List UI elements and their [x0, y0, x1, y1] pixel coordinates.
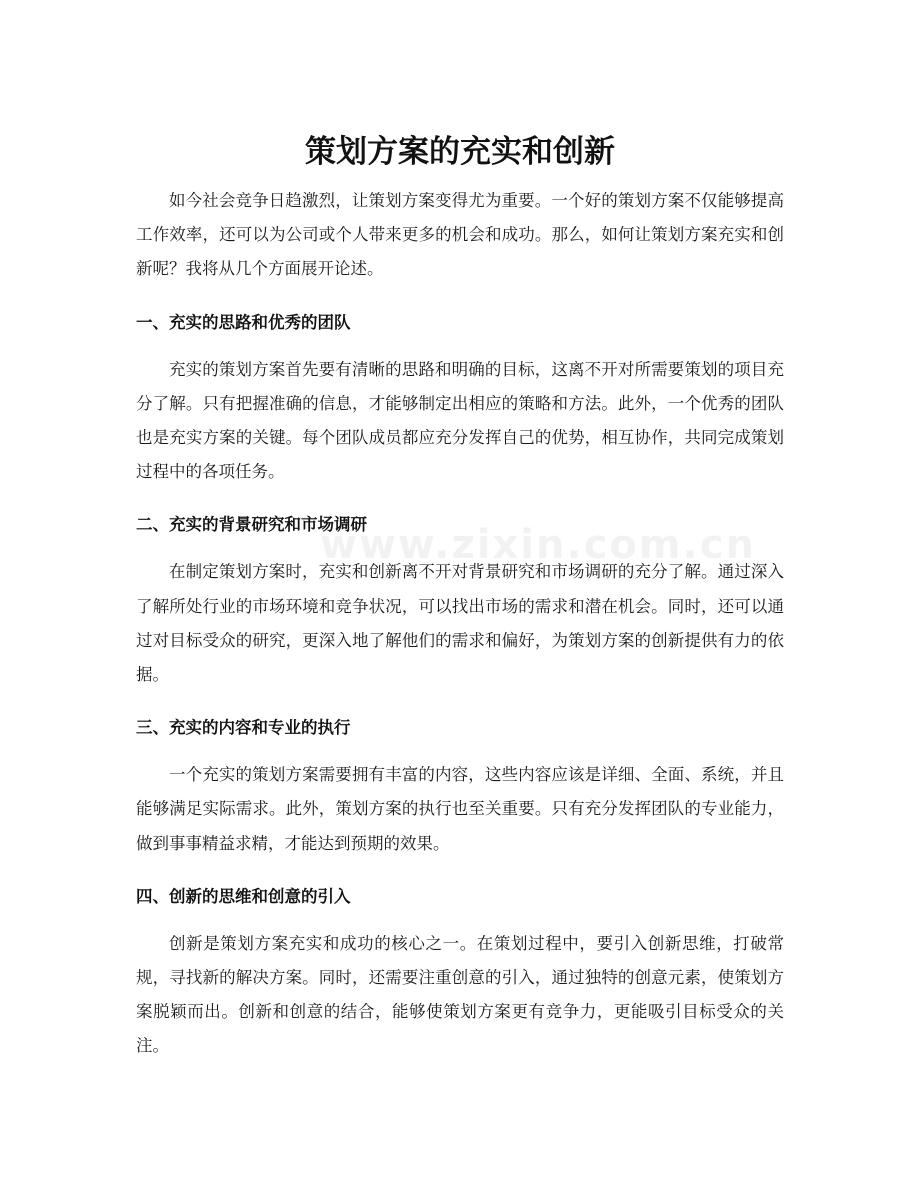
section-paragraph-1: 充实的策划方案首先要有清晰的思路和明确的目标，这离不开对所需要策划的项目充分了解。只有把握准确的信息，才能够制定出相应的策略和方法。此外，一个优秀的团队也是充实方案的关键。每个团队成员都应充分发挥自己的优势，相互协作，共同完成策划过程中的各项任务。 [136, 359, 784, 482]
section-paragraph-4: 创新是策划方案充实和成功的核心之一。在策划过程中，要引入创新思维，打破常规，寻找新的解决方案。同时，还需要注重创意的引入，通过独特的创意元素，使策划方案脱颖而出。创新和创意的结合，能够使策划方案更有竞争力，更能吸引目标受众的关注。 [136, 933, 784, 1056]
section-paragraph-3: 一个充实的策划方案需要拥有丰富的内容，这些内容应该是详细、全面、系统，并且能够满足实际需求。此外，策划方案的执行也至关重要。只有充分发挥团队的专业能力，做到事事精益求精，才能达到预期的效果。 [136, 765, 784, 853]
section-heading-1: 一、充实的思路和优秀的团队 [136, 312, 351, 332]
section-heading-4: 四、创新的思维和创意的引入 [136, 886, 351, 906]
document-body [136, 184, 784, 1064]
page-title: 策划方案的充实和创新 [305, 133, 615, 170]
section-heading-2: 二、充实的背景研究和市场调研 [136, 515, 367, 535]
section-heading-3: 三、充实的内容和专业的执行 [136, 718, 351, 738]
intro-paragraph: 如今社会竞争日趋激烈，让策划方案变得尤为重要。一个好的策划方案不仅能够提高工作效率，还可以为公司或个人带来更多的机会和成功。那么，如何让策划方案充实和创新呢？我将从几个方面展开论述。 [136, 191, 784, 279]
watermark: www.zixin.com.cn [320, 522, 756, 568]
section-paragraph-2: 在制定策划方案时，充实和创新离不开对背景研究和市场调研的充分了解。通过深入了解所处行业的市场环境和竞争状况，可以找出市场的需求和潜在机会。同时，还可以通过对目标受众的研究，更深入地了解他们的需求和偏好，为策划方案的创新提供有力的依据。 [136, 562, 784, 685]
